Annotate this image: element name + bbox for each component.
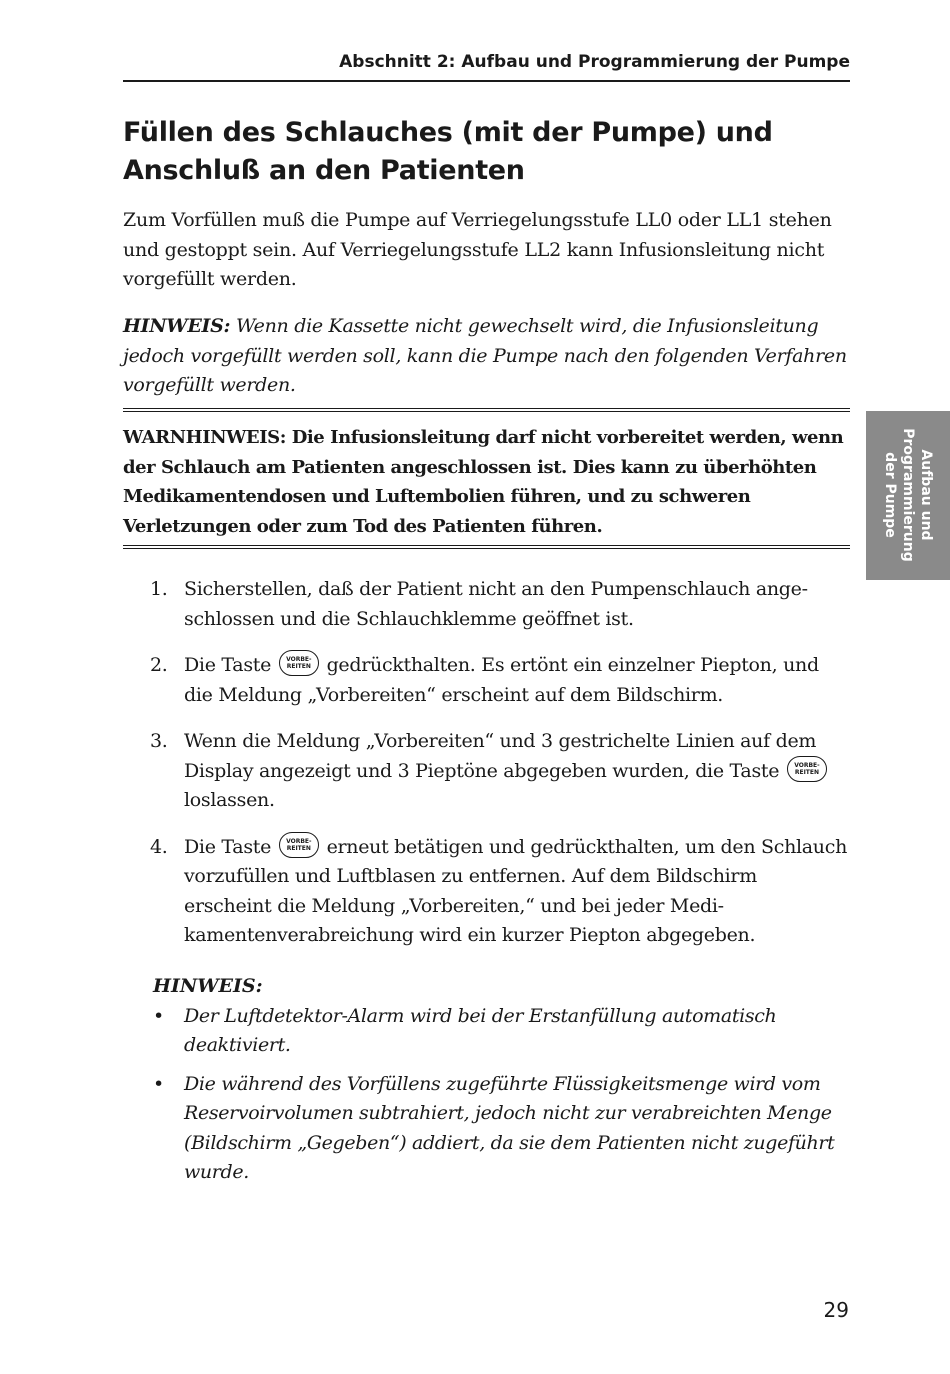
prime-key-label-line1: VORBE- (286, 837, 312, 845)
step-number: 1. (150, 578, 168, 600)
step-text-before: Die Taste (184, 654, 272, 676)
step-text-after: loslassen. (184, 789, 275, 811)
note-text: Der Luftdetektor-Alarm wird bei der Erstanfüllung automatisch deaktiviert. (184, 1004, 777, 1056)
prime-key-label-line1: VORBE- (286, 656, 312, 663)
chapter-side-tab (866, 411, 950, 580)
step-number: 2. (150, 654, 168, 676)
step-text: Sicherstellen, daß der Patient nicht an den Pumpenschlauch angeschlossen und die Schlauchklemme geöffnet ist. (184, 578, 809, 630)
header-rule (123, 80, 850, 82)
hint-text: Wenn die Kassette nicht gewechselt wird, die Infusionsleitung jedoch vorgefüllt werden soll, kann die Pumpe nach den folgenden Verfahren vorgefüllt werden. (123, 315, 847, 396)
step-item (150, 651, 850, 710)
running-header: Abschnitt 2: Aufbau und Programmierung der Pumpe (339, 52, 850, 72)
note-item (153, 1070, 853, 1188)
step-number: 3. (150, 730, 168, 752)
notes-title: HINWEIS: (153, 975, 263, 997)
intro-paragraph: Zum Vorfüllen muß die Pumpe auf Verriegelungsstufe LL0 oder LL1 stehen und gestoppt sein. Auf Verriegelungsstufe LL2 kann Infusionsleitung nicht vorgefüllt werden. (123, 209, 832, 290)
step-text-after: gedrückthalten. Es ertönt ein einzelner Piepton, und die Meldung „Vorbereiten“ erscheint auf dem Bildschirm. (184, 654, 819, 706)
warning-bottom-rule (123, 545, 850, 549)
prime-key-label-line2: REITEN (794, 768, 820, 776)
prime-key-icon (279, 832, 319, 858)
page-number: 29 (823, 1298, 849, 1322)
step-item (150, 727, 850, 816)
step-text-before: Die Taste (184, 835, 272, 858)
step-text-before: Wenn die Meldung „Vorbereiten“ und 3 gestrichelte Linien auf dem Display angezeigt und 3 Pieptöne abgegeben wurden, die Taste (184, 730, 817, 782)
notes-list (153, 1002, 853, 1188)
notes-section (153, 972, 853, 1197)
prime-key-label-line2: REITEN (286, 663, 311, 670)
step-number: 4. (150, 835, 168, 858)
warning-box (123, 408, 850, 553)
page-title: Füllen des Schlauches (mit der Pumpe) und Anschluß an den Patienten (123, 117, 773, 186)
step-text-after: erneut betätigen und gedrückthalten, um den Schlauch vorzufüllen und Luftblasen zu entfernen. Auf dem Bildschirm erscheint die Meldung „Vorbereiten,“ und bei jeder Medikamentenverabreichung wird ein kurzer Piepton abgegeben. (184, 835, 848, 946)
note-item (153, 1002, 853, 1061)
step-item (150, 833, 850, 951)
bullet-icon: • (153, 1004, 164, 1027)
chapter-side-tab-label: Aufbau und Programmierung der Pumpe (882, 428, 934, 562)
hint-paragraph (123, 312, 850, 401)
prime-key-icon (279, 650, 319, 676)
note-text: Die während des Vorfüllens zugeführte Flüssigkeitsmenge wird vom Reservoirvolumen subtrahiert, jedoch nicht zur verabreichten Menge (Bildschirm „Gegeben“) addiert, da sie dem Patienten nicht zugeführt wurde. (184, 1072, 835, 1183)
bullet-icon: • (153, 1072, 164, 1095)
step-item (150, 575, 850, 634)
hint-label: HINWEIS: (123, 315, 231, 337)
prime-key-label-line2: REITEN (286, 844, 311, 852)
prime-key-label-line1: VORBE- (794, 761, 820, 769)
warning-top-rule (123, 408, 850, 412)
step-list (150, 575, 850, 968)
prime-key-icon (787, 756, 827, 782)
warning-text: WARNHINWEIS: Die Infusionsleitung darf nicht vorbereitet werden, wenn der Schlauch am Patienten angeschlossen ist. Dies kann zu überhöhten Medikamentendosen und Luftembolien führen, und zu schweren Verletzungen oder zum Tod des Patienten führen. (123, 427, 844, 537)
